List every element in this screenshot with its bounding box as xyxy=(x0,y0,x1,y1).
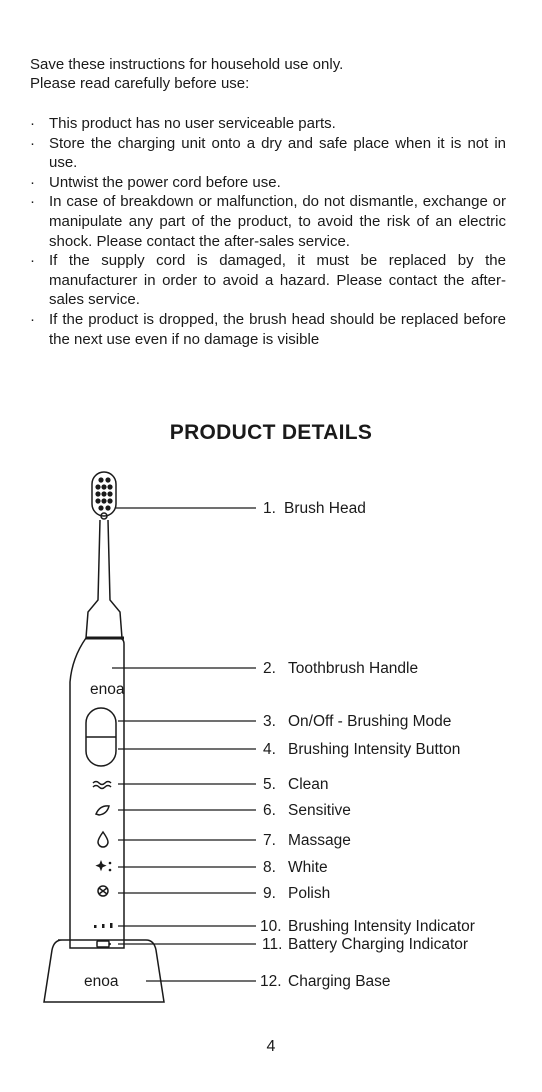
safety-bullet-list xyxy=(30,114,506,349)
bullet-text: If the supply cord is damaged, it must be replaced by the manufacturer in order to avoid a hazard. Please contact the after-sales service. xyxy=(49,252,506,309)
base-brand-logo: enoa xyxy=(84,973,119,990)
clean-icon xyxy=(93,782,111,789)
bullet-marker: · xyxy=(30,252,35,270)
bullet-marker: · xyxy=(30,115,35,132)
page-number: 4 xyxy=(266,1038,276,1055)
part-number: 8. xyxy=(263,859,276,876)
part-label: Massage xyxy=(288,832,351,849)
bullet-marker: · xyxy=(30,173,35,191)
part-number: 9. xyxy=(263,885,276,902)
bullet-item xyxy=(30,173,506,193)
charging-base xyxy=(44,940,164,1002)
polish-icon xyxy=(98,886,108,896)
bullet-marker: · xyxy=(30,193,35,211)
brand-logo: enoa xyxy=(90,681,125,698)
part-number: 7. xyxy=(263,832,276,849)
bullet-item xyxy=(30,251,506,310)
part-number: 5. xyxy=(263,776,276,793)
part-label: Battery Charging Indicator xyxy=(288,936,469,953)
part-number: 3. xyxy=(263,713,276,730)
bullet-item xyxy=(30,134,506,173)
part-label: Charging Base xyxy=(288,973,391,990)
part-number: 4. xyxy=(263,741,276,758)
intro-line-2: Please read carefully before use: xyxy=(30,75,250,92)
bullet-marker: · xyxy=(30,134,35,152)
part-number: 10. xyxy=(260,918,282,935)
part-labels xyxy=(260,500,475,990)
bullet-item xyxy=(30,310,506,349)
intro xyxy=(30,55,343,93)
bullet-text: Store the charging unit onto a dry and safe place when it is not in use. xyxy=(49,134,506,172)
intro-line-1: Save these instructions for household use only. xyxy=(30,56,344,73)
part-number: 6. xyxy=(263,802,276,819)
part-label: Toothbrush Handle xyxy=(288,660,419,677)
part-label: Sensitive xyxy=(288,802,351,819)
toothbrush-diagram xyxy=(0,460,542,1020)
bullet-item xyxy=(30,114,506,134)
bullet-marker: · xyxy=(30,310,35,328)
section-heading: PRODUCT DETAILS xyxy=(169,421,373,444)
intensity-indicator-icon xyxy=(94,923,113,928)
bullet-text: If the product is dropped, the brush head should be replaced before the next use even if no damage is visible xyxy=(49,310,506,348)
bullet-text: In case of breakdown or malfunction, do not dismantle, exchange or manipulate any part of the product, to avoid the risk of an electric shock. Please contact the after-sales service. xyxy=(49,193,506,250)
white-icon xyxy=(95,860,111,871)
part-label: Brush Head xyxy=(284,500,366,517)
part-label: Brushing Intensity Button xyxy=(288,741,461,758)
part-number: 2. xyxy=(263,660,276,677)
part-label: Clean xyxy=(288,776,329,793)
bullet-text: Untwist the power cord before use. xyxy=(49,173,281,191)
part-label: On/Off - Brushing Mode xyxy=(288,713,452,730)
battery-icon xyxy=(97,941,110,947)
bullet-text: This product has no user serviceable parts. xyxy=(49,115,336,132)
sensitive-icon xyxy=(96,806,109,815)
part-number: 11. xyxy=(262,936,283,953)
part-label: White xyxy=(288,859,328,876)
massage-icon xyxy=(98,832,108,847)
part-label: Brushing Intensity Indicator xyxy=(288,918,475,935)
part-number: 12. xyxy=(260,973,282,990)
brush-head-icon xyxy=(92,472,116,519)
bullet-item xyxy=(30,192,506,251)
part-number: 1. xyxy=(263,500,276,517)
leader-lines xyxy=(112,508,256,981)
part-label: Polish xyxy=(288,885,331,902)
brush-neck xyxy=(86,520,122,638)
